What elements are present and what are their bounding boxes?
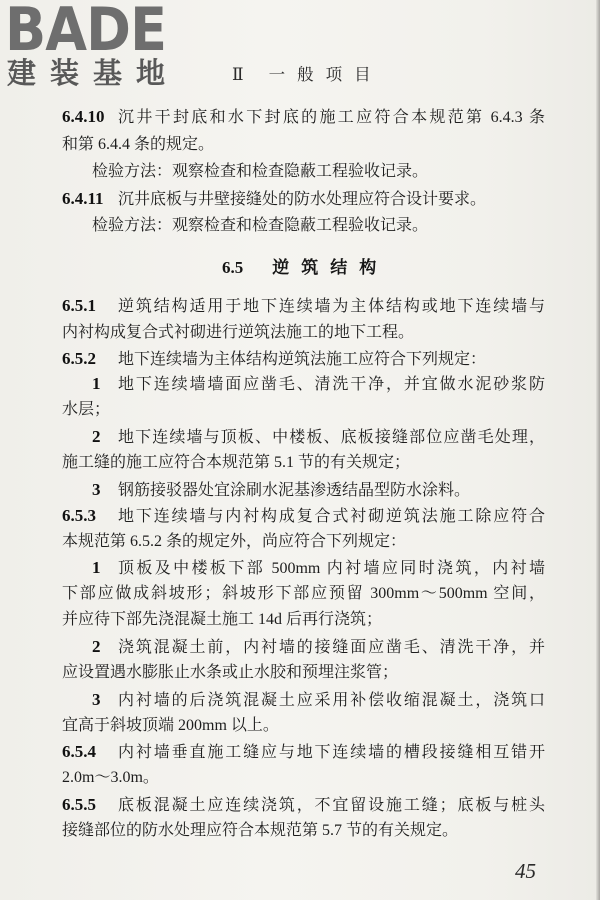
section-number: 6.5 [222, 258, 244, 277]
clause-6-5-1-line-2 [62, 320, 545, 346]
clause-text: 本规范第 6.5.2 条的规定外，尚应符合下列规定： [62, 533, 407, 550]
scan-page-edge [596, 0, 600, 900]
clause-text: 沉井干封底和水下封底的施工应符合本规范第 6.4.3 条 [118, 109, 545, 126]
clause-6-5-1-line-1 [62, 293, 545, 319]
clause-6-5-2-item-1-line-2 [62, 397, 545, 423]
clause-6-5-4-line-1 [62, 739, 545, 765]
logo-tagline: 建装基地 [7, 56, 180, 90]
clause-6-5-3-item-3-line-1 [92, 687, 545, 713]
inspection-method-text: 检验方法：观察检查和检查隐蔽工程验收记录。 [92, 217, 429, 234]
item-number: 3 [92, 480, 101, 499]
clause-text: 接缝部位的防水处理应符合本规范第 5.7 节的有关规定。 [62, 822, 459, 839]
section-header [232, 62, 383, 88]
section-title-text: 逆筑结构 [272, 258, 389, 277]
clause-6-5-3-item-1-line-1 [92, 555, 545, 581]
item-text: 宜高于斜坡顶端 200mm 以上。 [62, 717, 279, 734]
item-number: 2 [92, 637, 101, 656]
clause-6-5-2-item-1-line-1 [92, 371, 545, 397]
page-number: 45 [515, 859, 536, 883]
item-number: 3 [92, 690, 101, 709]
clause-number: 6.5.3 [62, 506, 96, 525]
clause-6-4-10-line-2 [62, 132, 545, 158]
item-text: 水层； [62, 401, 111, 418]
clause-6-5-3-item-3-line-2 [62, 713, 545, 739]
clause-6-5-2-item-3-line-1 [92, 477, 545, 503]
clause-6-5-3-item-2-line-1 [92, 634, 545, 660]
item-text: 地下连续墙墙面应凿毛、清洗干净，并宜做水泥砂浆防 [118, 376, 545, 393]
logo-wordmark: BADE [5, 0, 167, 65]
clause-text: 地下连续墙为主体结构逆筑法施工应符合下列规定： [118, 351, 487, 368]
clause-text: 和第 6.4.4 条的规定。 [62, 136, 215, 153]
section-roman-numeral: Ⅱ [232, 65, 244, 84]
clause-6-5-3-item-2-line-2 [62, 660, 545, 686]
clause-number: 6.4.10 [62, 107, 105, 126]
item-text: 内衬墙的后浇筑混凝土应采用补偿收缩混凝土，浇筑口 [118, 692, 545, 709]
item-number: 1 [92, 374, 101, 393]
item-text: 下部应做成斜坡形；斜坡形下部应预留 300mm～500mm 空间， [62, 585, 545, 602]
clause-text: 地下连续墙与内衬构成复合式衬砌逆筑法施工除应符合 [118, 508, 545, 525]
item-text: 地下连续墙与顶板、中楼板、底板接缝部位应凿毛处理， [118, 429, 545, 446]
inspection-method-text: 检验方法：观察检查和检查隐蔽工程验收记录。 [92, 163, 429, 180]
clause-6-5-2-line-1 [62, 346, 545, 372]
item-text: 顶板及中楼板下部 500mm 内衬墙应同时浇筑，内衬墙 [118, 560, 545, 577]
clause-text: 2.0m～3.0m。 [62, 769, 159, 786]
item-text: 并应待下部先浇混凝土施工 14d 后再行浇筑； [62, 611, 383, 628]
clause-6-5-2-item-2-line-2 [62, 450, 545, 476]
clause-6-5-2-item-2-line-1 [92, 424, 545, 450]
clause-6-5-4-line-2 [62, 765, 545, 791]
clause-number: 6.5.1 [62, 296, 96, 315]
clause-number: 6.5.4 [62, 742, 96, 761]
clause-6-4-11-line-1 [62, 186, 545, 212]
clause-number: 6.5.2 [62, 349, 96, 368]
clause-text: 内衬墙垂直施工缝应与地下连续墙的槽段接缝相互错开 [118, 744, 545, 761]
clause-6-5-5-line-2 [62, 818, 545, 844]
clause-number: 6.5.5 [62, 795, 96, 814]
clause-6-5-3-line-2 [62, 529, 545, 555]
item-number: 1 [92, 558, 101, 577]
clause-text: 内衬构成复合式衬砌进行逆筑法施工的地下工程。 [62, 324, 415, 341]
item-text: 应设置遇水膨胀止水条或止水胶和预埋注浆管； [62, 664, 399, 681]
clause-6-4-10-inspection [92, 159, 545, 185]
clause-number: 6.4.11 [62, 189, 104, 208]
clause-6-5-3-line-1 [62, 503, 545, 529]
clause-6-5-3-item-1-line-2 [62, 581, 545, 607]
item-text: 施工缝的施工应符合本规范第 5.1 节的有关规定； [62, 454, 411, 471]
clause-6-4-11-inspection [92, 213, 545, 239]
section-header-title: 一般项目 [268, 65, 383, 84]
item-number: 2 [92, 427, 101, 446]
item-text: 浇筑混凝土前，内衬墙的接缝面应凿毛、清洗干净，并 [118, 639, 545, 656]
clause-6-5-3-item-1-line-3 [62, 607, 545, 633]
clause-6-5-5-line-1 [62, 792, 545, 818]
clause-text: 逆筑结构适用于地下连续墙为主体结构或地下连续墙与 [118, 298, 545, 315]
section-title-6-5 [222, 255, 388, 281]
clause-text: 底板混凝土应连续浇筑，不宜留设施工缝；底板与桩头 [118, 797, 545, 814]
clause-text: 沉井底板与井壁接缝处的防水处理应符合设计要求。 [118, 191, 487, 208]
item-text: 钢筋接驳器处宜涂刷水泥基渗透结晶型防水涂料。 [118, 482, 471, 499]
clause-6-4-10-line-1 [62, 104, 545, 130]
